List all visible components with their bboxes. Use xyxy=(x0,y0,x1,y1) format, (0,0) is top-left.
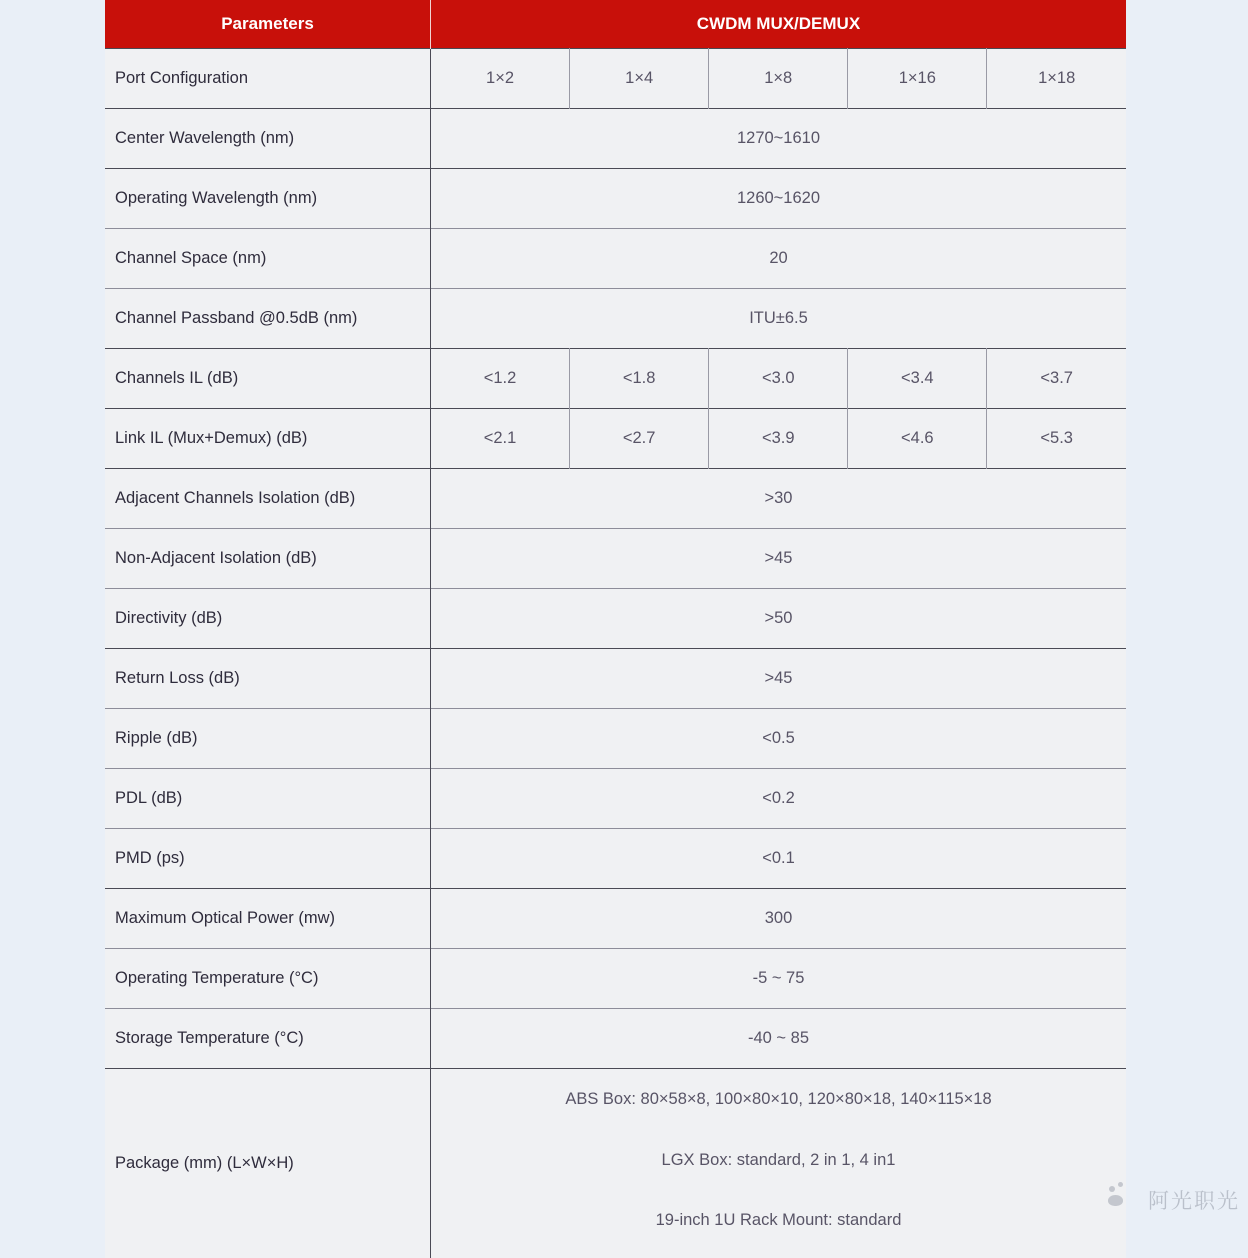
row-value-storage-temperature: -40 ~ 85 xyxy=(431,1009,1127,1069)
row-value-channel-passband: ITU±6.5 xyxy=(431,289,1127,349)
table-row-adjacent-isolation xyxy=(105,469,1126,529)
package-line-lgx-box: LGX Box: standard, 2 in 1, 4 in1 xyxy=(431,1152,1126,1169)
cwdm-spec-table xyxy=(105,0,1126,1258)
row-value-adjacent-isolation: >30 xyxy=(431,469,1127,529)
package-line-abs-box: ABS Box: 80×58×8, 100×80×10, 120×80×18, 140×115×18 xyxy=(431,1091,1126,1108)
row-label-channels-il: Channels IL (dB) xyxy=(105,349,431,409)
link-il-1x8: <3.9 xyxy=(709,409,848,469)
row-label-port-configuration: Port Configuration xyxy=(105,49,431,109)
table-row-pdl xyxy=(105,769,1126,829)
row-label-channel-passband: Channel Passband @0.5dB (nm) xyxy=(105,289,431,349)
port-value-1x16: 1×16 xyxy=(848,49,987,109)
channels-il-1x2: <1.2 xyxy=(431,349,570,409)
watermark xyxy=(1106,1178,1240,1212)
row-label-directivity: Directivity (dB) xyxy=(105,589,431,649)
header-parameters: Parameters xyxy=(105,0,431,49)
table-row-channels-il xyxy=(105,349,1126,409)
table-row-port-configuration xyxy=(105,49,1126,109)
row-value-non-adjacent-isolation: >45 xyxy=(431,529,1127,589)
table-row-return-loss xyxy=(105,649,1126,709)
table-row-ripple xyxy=(105,709,1126,769)
row-value-package xyxy=(431,1069,1127,1258)
package-line-rack-mount: 19-inch 1U Rack Mount: standard xyxy=(431,1212,1126,1229)
watermark-text: 阿光职光 xyxy=(1148,1191,1240,1212)
port-value-1x8: 1×8 xyxy=(709,49,848,109)
row-value-ripple: <0.5 xyxy=(431,709,1127,769)
link-il-1x4: <2.7 xyxy=(570,409,709,469)
row-label-channel-space: Channel Space (nm) xyxy=(105,229,431,289)
table-row-pmd xyxy=(105,829,1126,889)
table-row-storage-temperature xyxy=(105,1009,1126,1069)
table-row-operating-wavelength xyxy=(105,169,1126,229)
row-label-storage-temperature: Storage Temperature (°C) xyxy=(105,1009,431,1069)
port-value-1x4: 1×4 xyxy=(570,49,709,109)
row-value-channel-space: 20 xyxy=(431,229,1127,289)
link-il-1x16: <4.6 xyxy=(848,409,987,469)
table-body xyxy=(105,49,1126,1258)
row-value-pmd: <0.1 xyxy=(431,829,1127,889)
table-row-directivity xyxy=(105,589,1126,649)
table-row-link-il xyxy=(105,409,1126,469)
row-label-non-adjacent-isolation: Non-Adjacent Isolation (dB) xyxy=(105,529,431,589)
row-label-return-loss: Return Loss (dB) xyxy=(105,649,431,709)
row-label-pmd: PMD (ps) xyxy=(105,829,431,889)
row-value-center-wavelength: 1270~1610 xyxy=(431,109,1127,169)
row-label-link-il: Link IL (Mux+Demux) (dB) xyxy=(105,409,431,469)
table-header xyxy=(105,0,1126,49)
row-value-operating-wavelength: 1260~1620 xyxy=(431,169,1127,229)
channels-il-1x4: <1.8 xyxy=(570,349,709,409)
row-value-maximum-optical-power: 300 xyxy=(431,889,1127,949)
table-row-maximum-optical-power xyxy=(105,889,1126,949)
header-row xyxy=(105,0,1126,49)
header-product: CWDM MUX/DEMUX xyxy=(431,0,1127,49)
port-value-1x2: 1×2 xyxy=(431,49,570,109)
row-label-package: Package (mm) (L×W×H) xyxy=(105,1069,431,1258)
table-row-channel-passband xyxy=(105,289,1126,349)
channels-il-1x8: <3.0 xyxy=(709,349,848,409)
table-row-center-wavelength xyxy=(105,109,1126,169)
table-row-non-adjacent-isolation xyxy=(105,529,1126,589)
row-label-pdl: PDL (dB) xyxy=(105,769,431,829)
table-row-channel-space xyxy=(105,229,1126,289)
row-label-center-wavelength: Center Wavelength (nm) xyxy=(105,109,431,169)
row-label-operating-temperature: Operating Temperature (°C) xyxy=(105,949,431,1009)
port-value-1x18: 1×18 xyxy=(987,49,1126,109)
channels-il-1x16: <3.4 xyxy=(848,349,987,409)
row-value-return-loss: >45 xyxy=(431,649,1127,709)
table-row-package xyxy=(105,1069,1126,1258)
link-il-1x2: <2.1 xyxy=(431,409,570,469)
row-label-operating-wavelength: Operating Wavelength (nm) xyxy=(105,169,431,229)
row-label-ripple: Ripple (dB) xyxy=(105,709,431,769)
row-label-maximum-optical-power: Maximum Optical Power (mw) xyxy=(105,889,431,949)
row-value-pdl: <0.2 xyxy=(431,769,1127,829)
row-value-directivity: >50 xyxy=(431,589,1127,649)
link-il-1x18: <5.3 xyxy=(987,409,1126,469)
channels-il-1x18: <3.7 xyxy=(987,349,1126,409)
table-row-operating-temperature xyxy=(105,949,1126,1009)
row-value-operating-temperature: -5 ~ 75 xyxy=(431,949,1127,1009)
specification-table xyxy=(105,0,1126,1258)
row-label-adjacent-isolation: Adjacent Channels Isolation (dB) xyxy=(105,469,431,529)
